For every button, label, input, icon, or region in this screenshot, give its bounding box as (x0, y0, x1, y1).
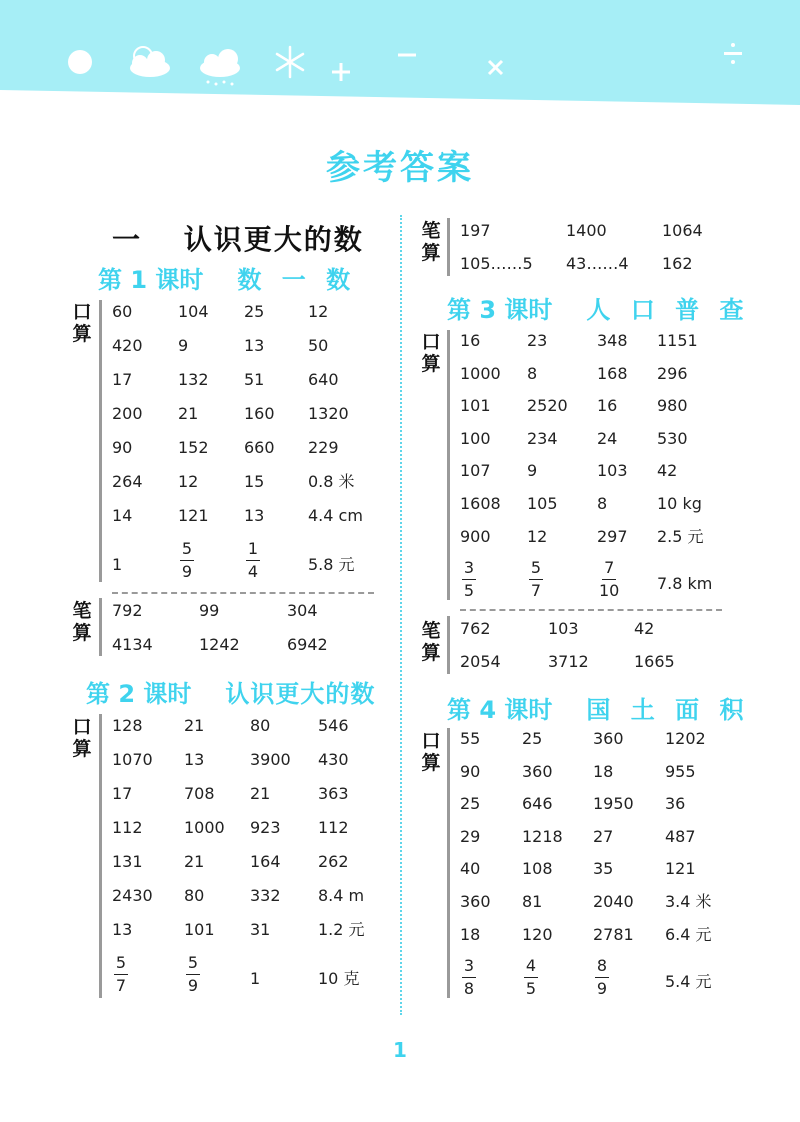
fraction-bar (602, 579, 616, 580)
answer-cell: 25 (460, 794, 481, 814)
answer-cell: 363 (318, 784, 349, 803)
answer-cell: 2430 (112, 886, 153, 905)
answer-cell: 51 (244, 370, 265, 389)
answer-cell: 980 (657, 396, 688, 416)
answer-cell: 80 (184, 886, 205, 905)
answer-cell: 9 (178, 336, 189, 355)
fraction (595, 957, 609, 998)
answer-cell: 90 (460, 761, 481, 781)
answer-cell: 164 (250, 852, 281, 871)
fraction (462, 559, 476, 600)
answer-cell: 708 (184, 784, 215, 803)
answer-cell: 42 (634, 619, 655, 638)
answer-cell: 17 (112, 784, 133, 803)
answer-cell: 1202 (665, 729, 706, 748)
kousuan-label: 口算 (72, 301, 92, 345)
answer-cell: 1.2 元 (318, 920, 365, 939)
answer-cell: 1400 (566, 221, 607, 240)
fraction-bar (524, 977, 538, 978)
lesson-name: 国 土 面 积 (586, 696, 750, 724)
lesson-name: 人 口 普 查 (586, 296, 750, 324)
answer-cell: 12 (527, 526, 548, 546)
answer-cell: 646 (522, 794, 553, 814)
answer-cell: 101 (184, 920, 215, 939)
answer-cell: 2520 (527, 396, 568, 416)
lesson-name: 认识更大的数 (225, 680, 376, 708)
fraction-denominator: 4 (247, 562, 259, 581)
answer-cell: 3712 (548, 652, 589, 671)
answer-cell: 21 (250, 784, 271, 803)
answer-cell: 25 (244, 302, 265, 321)
answer-cell: 168 (597, 363, 628, 383)
answer-cell: 12 (308, 302, 329, 321)
fraction-bar (595, 977, 609, 978)
fraction-bar (186, 974, 200, 975)
fraction-denominator: 9 (596, 979, 608, 999)
answer-cell: 42 (657, 461, 678, 481)
answer-cell: 1 (112, 555, 123, 574)
fraction (246, 540, 260, 581)
lesson-2-title (86, 674, 375, 709)
answer-cell: 104 (178, 302, 209, 321)
answer-cell: 296 (657, 363, 688, 383)
answer-cell: 5.8 元 (308, 555, 355, 574)
answer-cell: 762 (460, 619, 491, 638)
column-divider (400, 215, 402, 1015)
answer-cell: 131 (112, 852, 143, 871)
fraction (180, 540, 194, 581)
answer-cell: 546 (318, 716, 349, 735)
answer-cell: 40 (460, 859, 481, 879)
answer-cell: 112 (318, 818, 349, 837)
answer-cell: 2781 (593, 924, 634, 944)
answer-cell: 234 (527, 428, 558, 448)
unit-name: 认识更大的数 (183, 223, 364, 256)
fraction-bar (462, 579, 476, 580)
answer-cell: 1070 (112, 750, 153, 769)
answer-cell: 420 (112, 336, 143, 355)
unit-dash: 一 (112, 223, 143, 256)
answer-cell: 10 克 (318, 969, 360, 988)
answer-cell: 297 (597, 526, 628, 546)
answer-cell: 1608 (460, 493, 501, 513)
section-bar (99, 714, 102, 998)
answer-cell: 360 (593, 729, 624, 748)
answer-cell: 8 (527, 363, 538, 383)
answer-cell: 16 (597, 396, 618, 416)
fraction-denominator: 9 (181, 562, 193, 581)
answer-cell: 121 (665, 859, 696, 879)
fraction-numerator: 5 (115, 953, 127, 972)
answer-cell: 112 (112, 818, 143, 837)
fraction-denominator: 7 (115, 976, 127, 995)
answer-cell: 5.4 元 (665, 972, 712, 992)
answer-cell: 132 (178, 370, 209, 389)
answer-cell: 923 (250, 818, 281, 837)
fraction-bar (180, 560, 194, 561)
answer-cell: 900 (460, 526, 491, 546)
answer-cell: 792 (112, 601, 143, 620)
fraction-numerator: 1 (247, 539, 259, 558)
answer-cell: 1064 (662, 221, 703, 240)
answer-cell: 103 (597, 461, 628, 481)
fraction (524, 957, 538, 998)
answer-cell: 21 (184, 716, 205, 735)
answer-cell: 332 (250, 886, 281, 905)
answer-cell: 1665 (634, 652, 675, 671)
header-banner (0, 0, 800, 130)
answer-cell: 162 (662, 254, 693, 273)
answer-cell: 8 (597, 493, 608, 513)
answer-cell: 24 (597, 428, 618, 448)
fraction-denominator: 7 (530, 581, 542, 601)
fraction-denominator: 10 (599, 581, 620, 601)
page-title: 参考答案 (326, 148, 474, 188)
answer-cell: 23 (527, 331, 548, 350)
dashed-separator (460, 609, 722, 611)
answer-cell: 120 (522, 924, 553, 944)
lesson-3-title (447, 290, 750, 325)
lesson-name: 数 一 数 (237, 266, 357, 294)
fraction-numerator: 7 (604, 558, 615, 578)
answer-cell: 99 (199, 601, 220, 620)
answer-cell: 1950 (593, 794, 634, 814)
page-number: 1 (393, 1038, 407, 1062)
answer-cell: 103 (548, 619, 579, 638)
answer-cell: 7.8 km (657, 574, 713, 594)
answer-cell: 12 (178, 472, 199, 491)
fraction (529, 559, 543, 600)
lesson-4-title (447, 690, 750, 725)
answer-cell: 530 (657, 428, 688, 448)
lesson-label: 第 3 课时 (447, 296, 553, 324)
answer-cell: 128 (112, 716, 143, 735)
answer-cell: 43……4 (566, 254, 629, 273)
answer-cell: 13 (112, 920, 133, 939)
answer-cell: 1151 (657, 331, 698, 350)
answer-cell: 262 (318, 852, 349, 871)
fraction-bar (246, 560, 260, 561)
fraction-bar (114, 974, 128, 975)
fraction (599, 559, 619, 600)
bisuan-label: 笔算 (72, 600, 92, 644)
answer-cell: 10 kg (657, 493, 702, 513)
answer-cell: 101 (460, 396, 491, 416)
bisuan-label: 笔算 (421, 220, 441, 264)
answer-cell: 348 (597, 331, 628, 350)
answer-cell: 1320 (308, 404, 349, 423)
answer-cell: 8.4 m (318, 886, 365, 905)
lesson-label: 第 2 课时 (86, 680, 192, 708)
section-bar (447, 218, 450, 276)
answer-cell: 360 (522, 761, 553, 781)
answer-cell: 2.5 元 (657, 526, 704, 546)
answer-cell: 160 (244, 404, 275, 423)
fraction-numerator: 5 (181, 539, 193, 558)
fraction-denominator: 5 (525, 979, 537, 999)
answer-cell: 15 (244, 472, 265, 491)
answer-cell: 264 (112, 472, 143, 491)
answer-cell: 6.4 元 (665, 924, 712, 944)
answer-cell: 27 (593, 826, 614, 846)
answer-cell: 13 (244, 336, 265, 355)
fraction-numerator: 5 (530, 558, 542, 578)
answer-cell: 487 (665, 826, 696, 846)
fraction (114, 954, 128, 995)
answer-cell: 3.4 米 (665, 891, 712, 911)
sun-icon (68, 50, 92, 74)
answer-cell: 360 (460, 891, 491, 911)
answer-cell: 80 (250, 716, 271, 735)
section-bar (447, 616, 450, 674)
fraction-numerator: 3 (463, 956, 475, 976)
answer-cell: 18 (593, 761, 614, 781)
answer-cell: 4.4 cm (308, 506, 363, 525)
fraction-denominator: 8 (463, 979, 475, 999)
answer-cell: 108 (522, 859, 553, 879)
answer-cell: 21 (178, 404, 199, 423)
answer-cell: 304 (287, 601, 318, 620)
answer-cell: 2054 (460, 652, 501, 671)
kousuan-label: 口算 (72, 716, 92, 760)
answer-cell: 6942 (287, 635, 328, 654)
answer-cell: 1218 (522, 826, 563, 846)
section-bar (447, 728, 450, 998)
kousuan-label: 口算 (421, 730, 441, 774)
answer-cell: 55 (460, 729, 481, 748)
fraction (462, 957, 476, 998)
fraction-numerator: 5 (187, 953, 199, 972)
answer-cell: 31 (250, 920, 271, 939)
lesson-1-title (98, 260, 356, 295)
answer-cell: 9 (527, 461, 538, 481)
answer-cell: 197 (460, 221, 491, 240)
section-bar (447, 330, 450, 600)
answer-cell: 640 (308, 370, 339, 389)
answer-cell: 18 (460, 924, 481, 944)
answer-cell: 105……5 (460, 254, 533, 273)
answer-cell: 430 (318, 750, 349, 769)
answer-cell: 1000 (460, 363, 501, 383)
fraction (186, 954, 200, 995)
answer-cell: 90 (112, 438, 133, 457)
lesson-label: 第 1 课时 (98, 266, 204, 294)
bisuan-label: 笔算 (421, 620, 441, 664)
answer-cell: 29 (460, 826, 481, 846)
fraction-bar (462, 977, 476, 978)
answer-cell: 121 (178, 506, 209, 525)
answer-cell: 1000 (184, 818, 225, 837)
fraction-denominator: 9 (187, 976, 199, 995)
answer-cell: 35 (593, 859, 614, 879)
fraction-numerator: 4 (525, 956, 537, 976)
answer-cell: 660 (244, 438, 275, 457)
answer-cell: 3900 (250, 750, 291, 769)
unit-title (112, 218, 364, 258)
answer-cell: 200 (112, 404, 143, 423)
answer-cell: 81 (522, 891, 543, 911)
answer-cell: 955 (665, 761, 696, 781)
answer-cell: 13 (184, 750, 205, 769)
dashed-separator (112, 592, 374, 594)
answer-cell: 16 (460, 331, 481, 350)
answer-cell: 4134 (112, 635, 153, 654)
answer-cell: 100 (460, 428, 491, 448)
answer-cell: 13 (244, 506, 265, 525)
fraction-denominator: 5 (463, 581, 475, 601)
answer-cell: 14 (112, 506, 133, 525)
answer-cell: 36 (665, 794, 686, 814)
section-bar (99, 300, 102, 582)
answer-cell: 25 (522, 729, 543, 748)
answer-cell: 17 (112, 370, 133, 389)
answer-cell: 21 (184, 852, 205, 871)
answer-cell: 105 (527, 493, 558, 513)
section-bar (99, 598, 102, 656)
answer-cell: 229 (308, 438, 339, 457)
fraction-numerator: 8 (596, 956, 608, 976)
answer-cell: 1 (250, 969, 261, 988)
lesson-label: 第 4 课时 (447, 696, 553, 724)
kousuan-label: 口算 (421, 331, 441, 375)
fraction-numerator: 3 (463, 558, 475, 578)
answer-cell: 50 (308, 336, 329, 355)
answer-cell: 152 (178, 438, 209, 457)
answer-cell: 60 (112, 302, 133, 321)
fraction-bar (529, 579, 543, 580)
answer-cell: 1242 (199, 635, 240, 654)
answer-cell: 107 (460, 461, 491, 481)
answer-cell: 2040 (593, 891, 634, 911)
answer-cell: 0.8 米 (308, 472, 355, 491)
